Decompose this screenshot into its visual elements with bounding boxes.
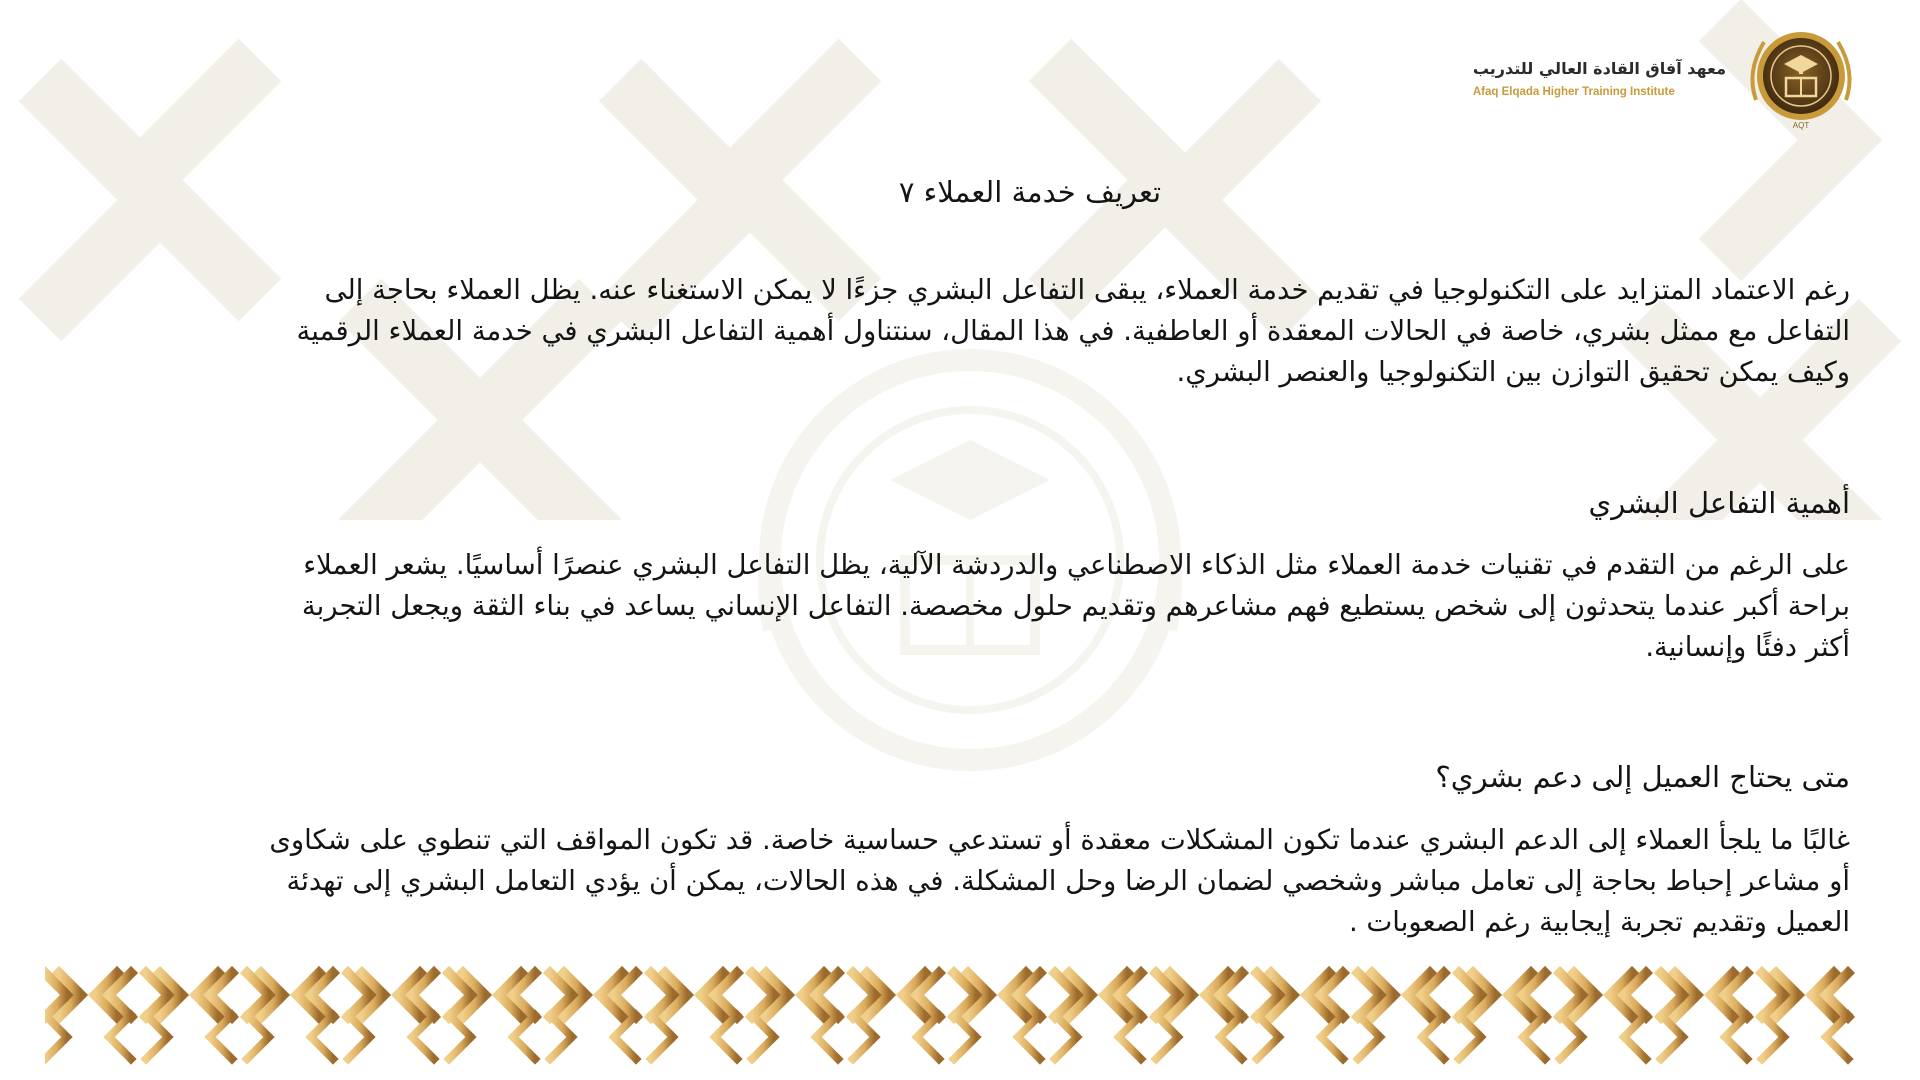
paragraph-line: غالبًا ما يلجأ العملاء إلى الدعم البشري عندما تكون المشكلات معقدة أو تستدعي حساسية خاصة. قد تكون المواقف التي تنطوي على شكاوى	[269, 824, 1850, 856]
svg-text:AQT: AQT	[1792, 121, 1810, 130]
paragraph-line: أكثر دفئًا وإنسانية.	[1645, 631, 1850, 663]
intro-line: التفاعل مع ممثل بشري، خاصة في الحالات المعقدة أو العاطفية. في هذا المقال، سنتناول أهمية التفاعل البشري في خدمة العملاء الرقمية	[296, 315, 1850, 347]
section-paragraph-when-human-support	[269, 820, 1850, 943]
intro-line: رغم الاعتماد المتزايد على التكنولوجيا في تقديم خدمة العملاء، يبقى التفاعل البشري جزءًا لا يمكن الاستغناء عنه. يظل العملاء بحاجة إلى	[324, 274, 1850, 306]
paragraph-line: أو مشاعر إحباط بحاجة إلى تعامل مباشر وشخصي لضمان الرضا وحل المشكلة. في هذه الحالات، يمكن أن يؤدي التعامل البشري إلى تهدئة	[286, 865, 1850, 897]
graduation-cap-book-seal-icon	[1736, 22, 1866, 134]
institute-name-block	[1473, 59, 1726, 98]
bottom-decorative-chevron-band	[45, 963, 1875, 1073]
intro-line: وكيف يمكن تحقيق التوازن بين التكنولوجيا والعنصر البشري.	[1176, 356, 1850, 388]
institute-name-english: Afaq Elqada Higher Training Institute	[1472, 85, 1675, 98]
paragraph-line: براحة أكبر عندما يتحدثون إلى شخص يستطيع فهم مشاعرهم وتقديم حلول مخصصة. التفاعل الإنساني يساعد في بناء الثقة ويجعل التجربة	[301, 590, 1850, 622]
institute-name-arabic: معهد آفاق القادة العالي للتدريب	[1472, 58, 1726, 78]
institute-logo-block	[1473, 22, 1866, 134]
section-paragraph-human-interaction	[302, 545, 1850, 668]
page-title: تعريف خدمة العملاء ٧	[898, 175, 1162, 209]
paragraph-line: على الرغم من التقدم في تقنيات خدمة العملاء مثل الذكاء الاصطناعي والدردشة الآلية، يظل التفاعل البشري عنصرًا أساسيًا. يشعر العملاء	[303, 549, 1850, 581]
section-heading-human-interaction: أهمية التفاعل البشري	[1588, 486, 1850, 520]
intro-paragraph	[297, 270, 1850, 393]
section-heading-when-human-support: متى يحتاج العميل إلى دعم بشري؟	[1435, 760, 1850, 794]
paragraph-line: العميل وتقديم تجربة إيجابية رغم الصعوبات .	[1348, 906, 1850, 938]
